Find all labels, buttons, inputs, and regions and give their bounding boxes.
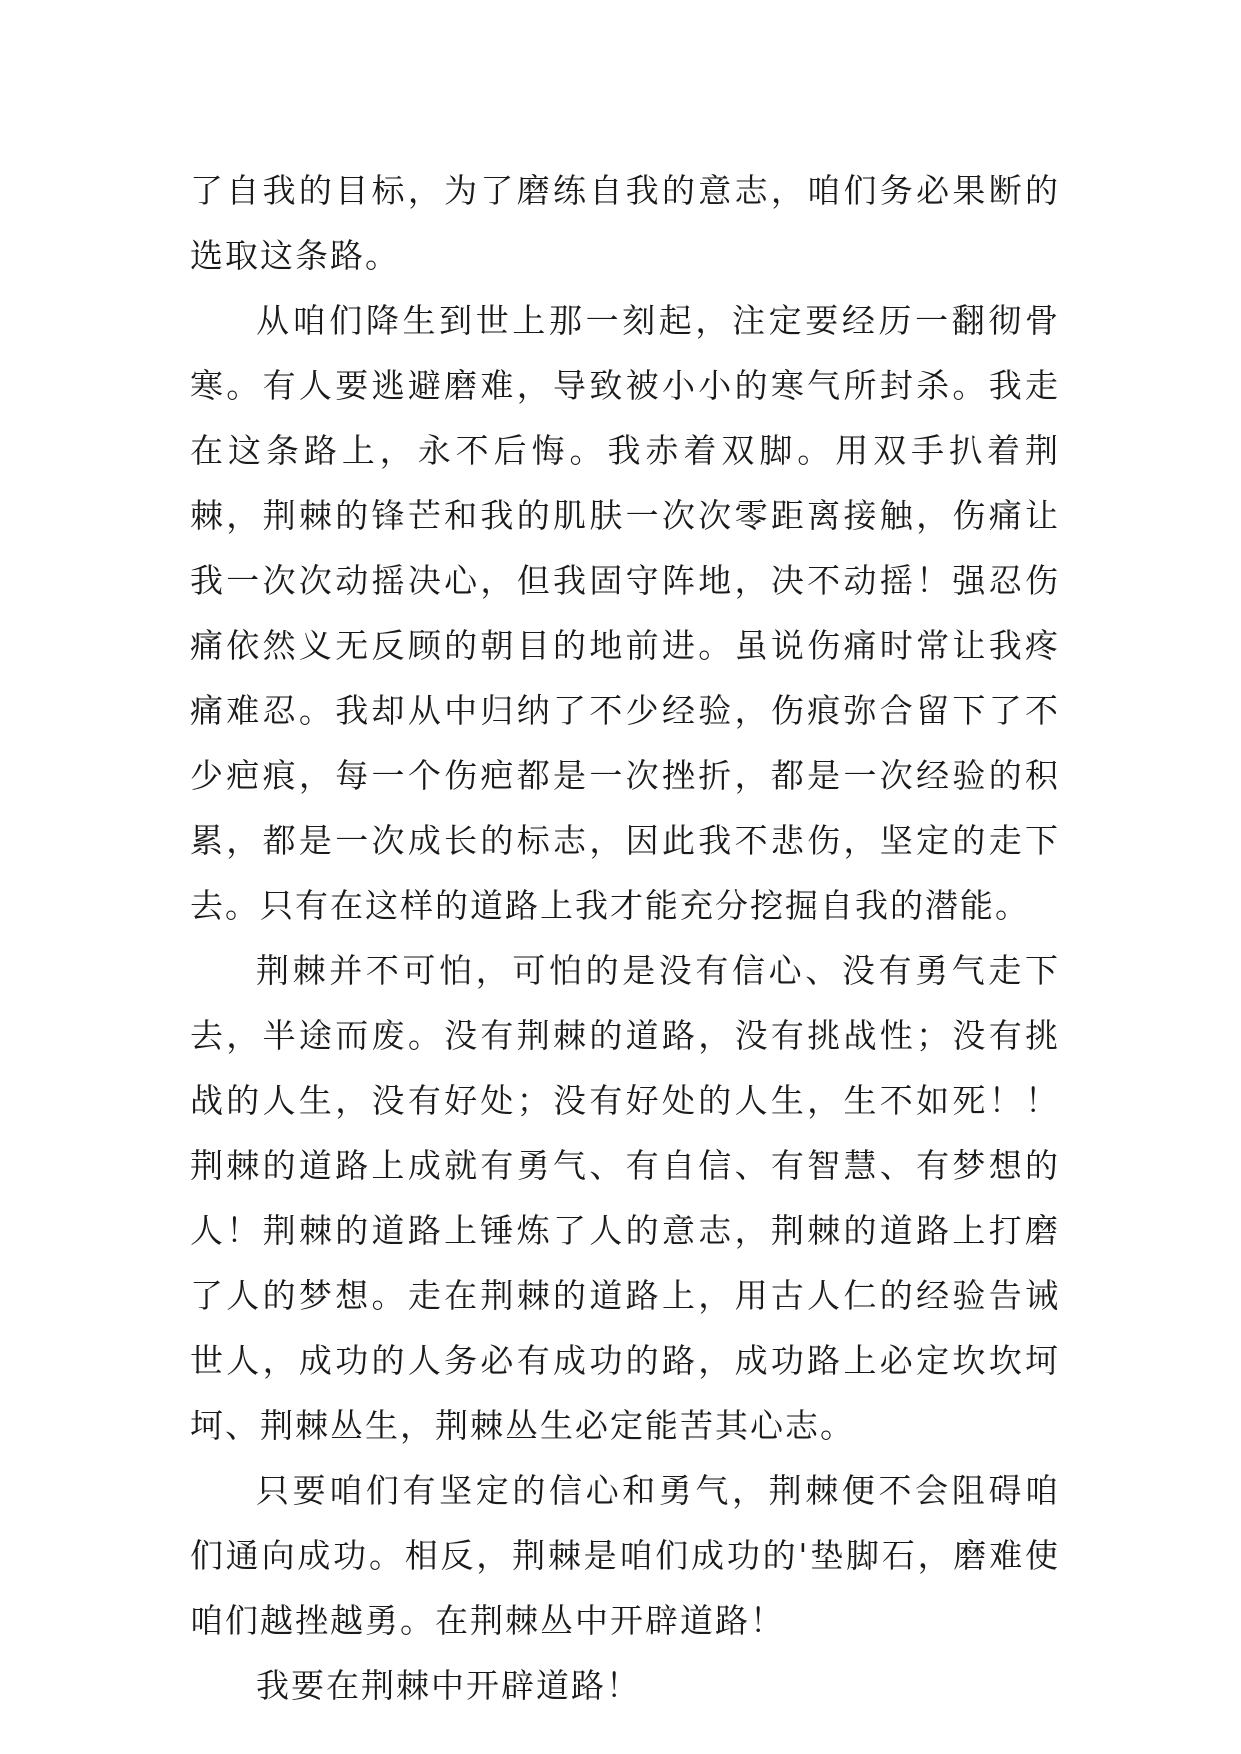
paragraph-3: 荆棘并不可怕，可怕的是没有信心、没有勇气走下去，半途而废。没有荆棘的道路，没有挑战性；没有挑战的人生，没有好处；没有好处的人生，生不如死！！荆棘的道路上成就有勇气、有自信、有智慧、有梦想的人！荆棘的道路上锤炼了人的意志，荆棘的道路上打磨了人的梦想。走在荆棘的道路上，用古人仁的经验告诫世人，成功的人务必有成功的路，成功路上必定坎坎坷坷、荆棘丛生，荆棘丛生必定能苦其心志。 bbox=[190, 951, 1060, 1445]
document-body bbox=[190, 158, 1060, 1718]
paragraph-4: 只要咱们有坚定的信心和勇气，荆棘便不会阻碍咱们通向成功。相反，荆棘是咱们成功的'垫脚石，磨难使咱们越挫越勇。在荆棘丛中开辟道路！ bbox=[190, 1471, 1060, 1640]
paragraph-1: 了自我的目标，为了磨练自我的意志，咱们务必果断的选取这条路。 bbox=[190, 171, 1060, 275]
paragraph-2: 从咱们降生到世上那一刻起，注定要经历一翻彻骨寒。有人要逃避磨难，导致被小小的寒气所封杀。我走在这条路上，永不后悔。我赤着双脚。用双手扒着荆棘，荆棘的锋芒和我的肌肤一次次零距离接触，伤痛让我一次次动摇决心，但我固守阵地，决不动摇！强忍伤痛依然义无反顾的朝目的地前进。虽说伤痛时常让我疼痛难忍。我却从中归纳了不少经验，伤痕弥合留下了不少疤痕，每一个伤疤都是一次挫折，都是一次经验的积累，都是一次成长的标志，因此我不悲伤，坚定的走下去。只有在这样的道路上我才能充分挖掘自我的潜能。 bbox=[190, 301, 1060, 925]
paragraph-5: 我要在荆棘中开辟道路！ bbox=[256, 1666, 641, 1705]
